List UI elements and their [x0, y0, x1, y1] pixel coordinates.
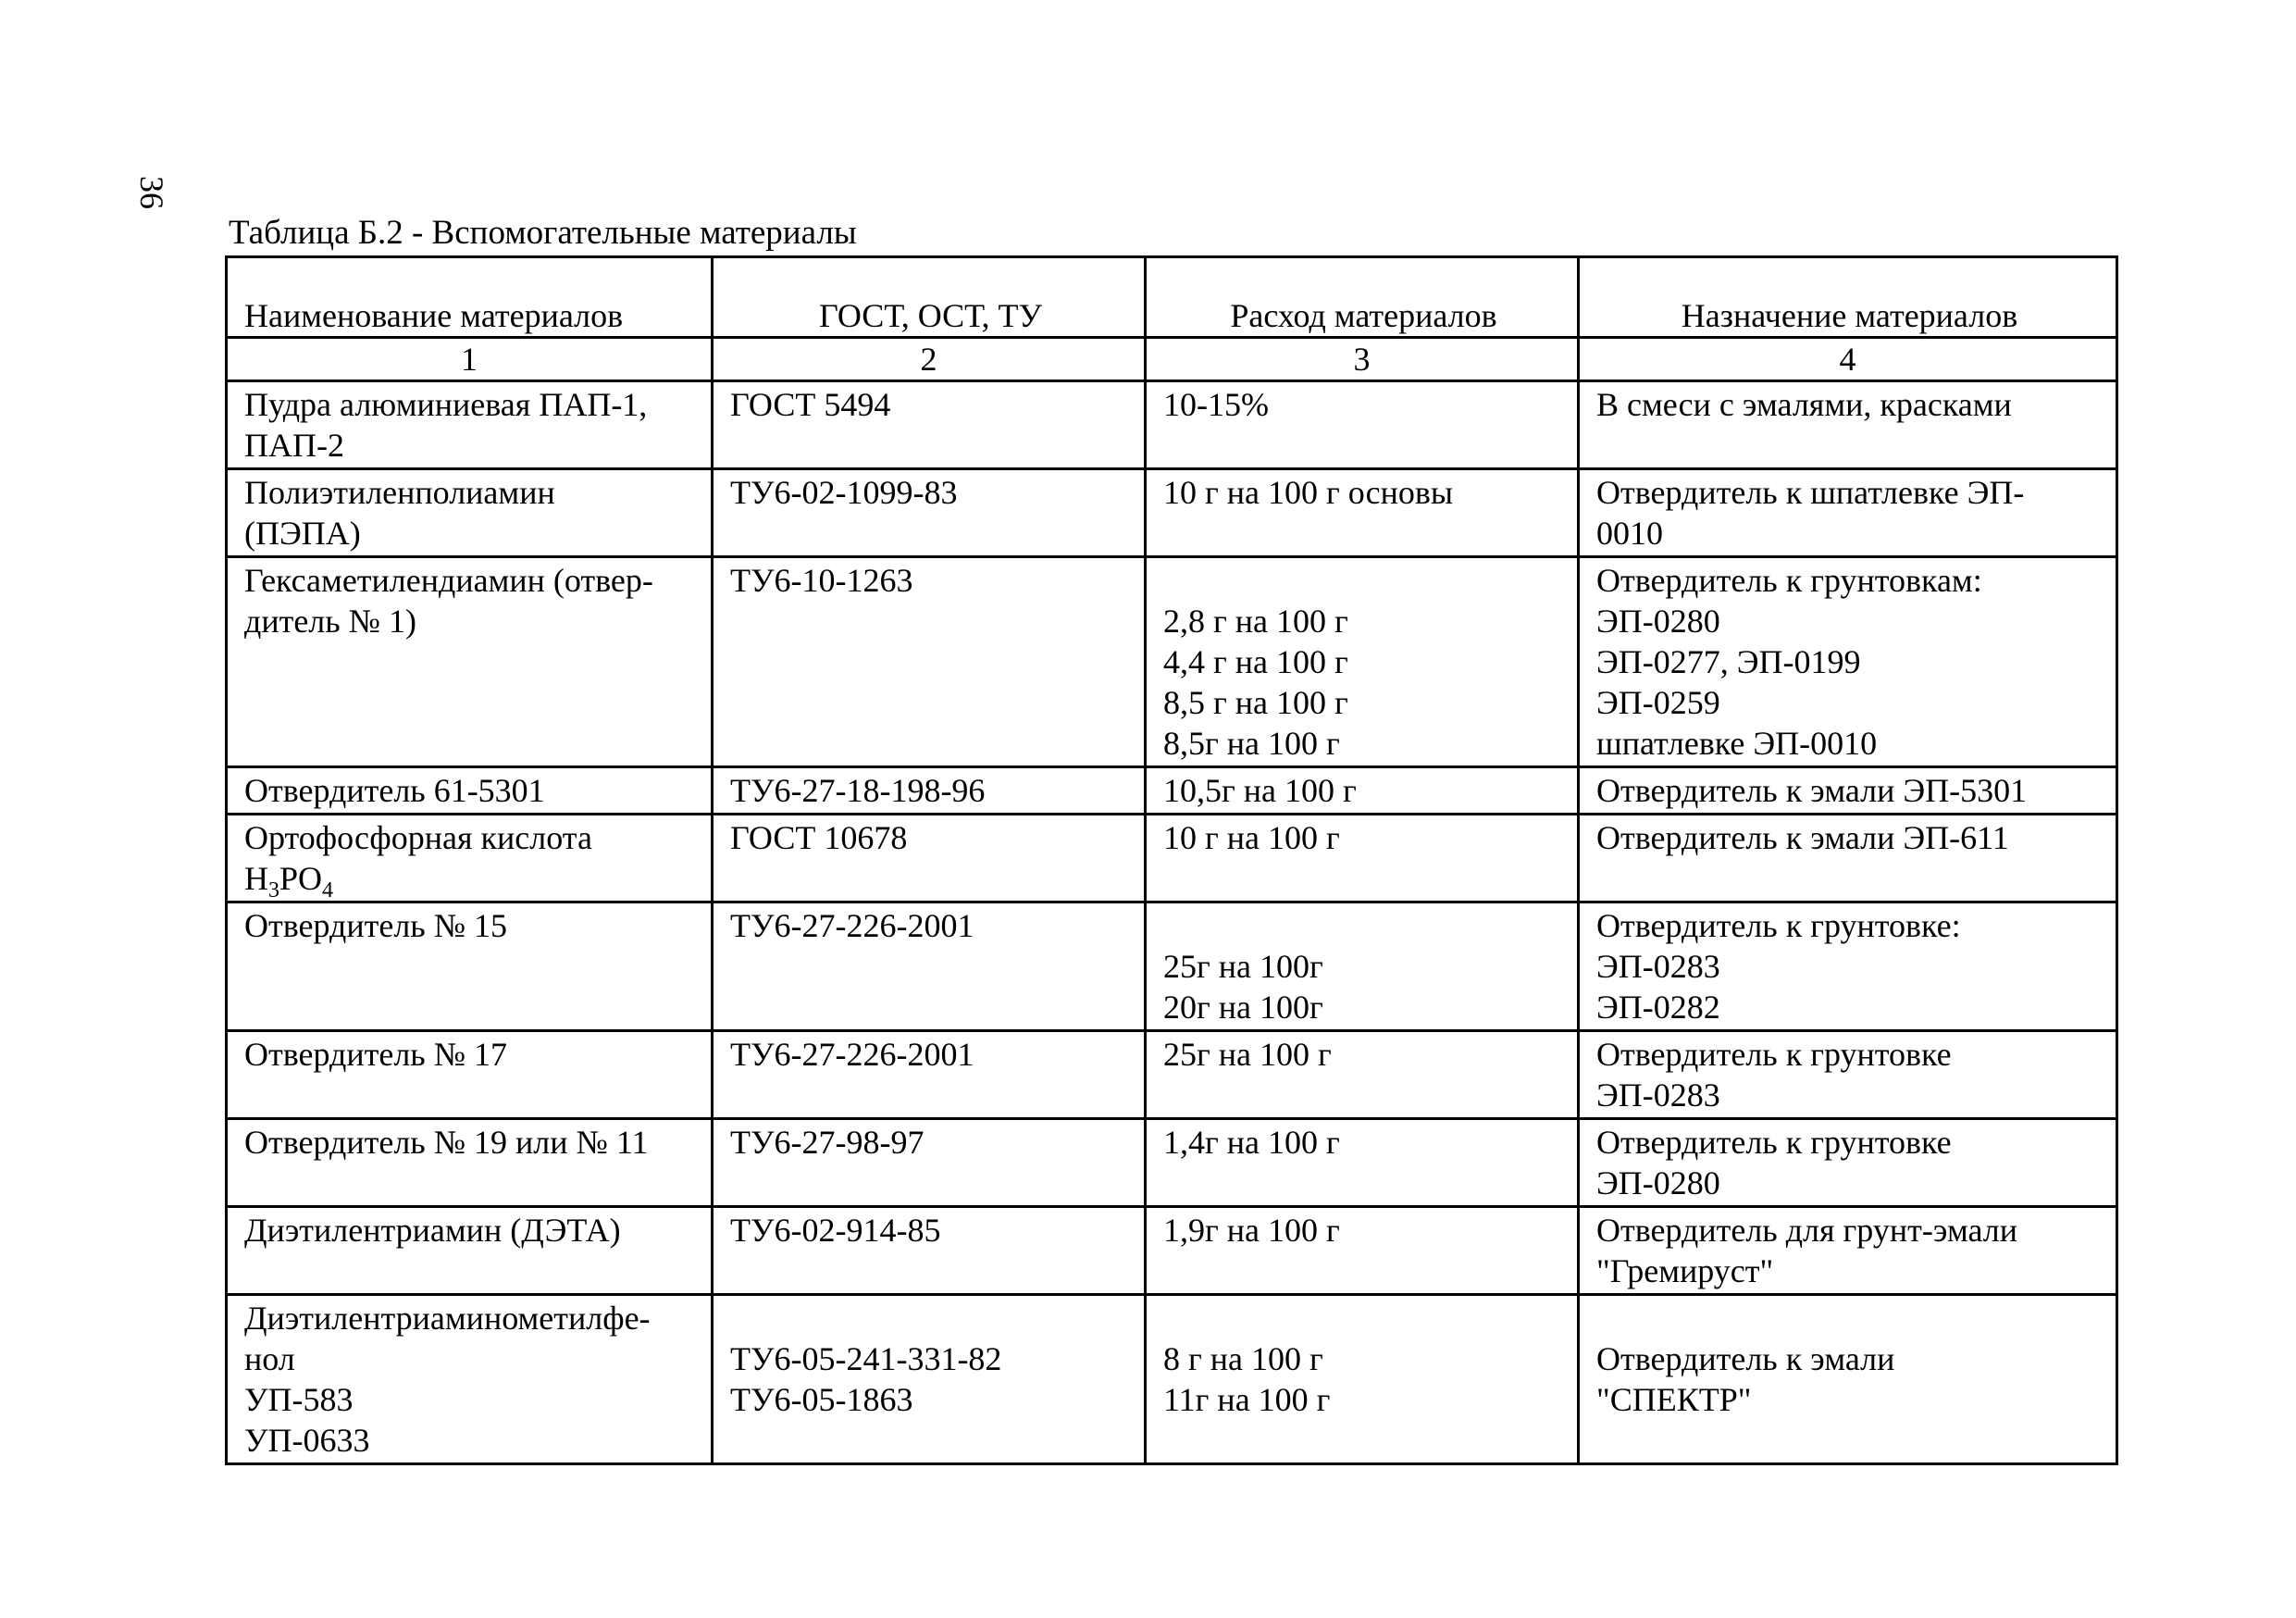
purpose-cell [1579, 1207, 2117, 1295]
standard-cell [713, 557, 1146, 767]
cell-line: ГОСТ 5494 [730, 386, 891, 423]
cell-line: ЭП-0282 [1596, 989, 1720, 1026]
cell-line: ТУ6-27-226-2001 [730, 907, 974, 944]
table-row [227, 469, 2117, 557]
material-name-cell [227, 557, 713, 767]
header-row [227, 257, 2117, 338]
purpose-cell [1579, 767, 2117, 815]
table-row [227, 1207, 2117, 1295]
cell-line: дитель № 1) [244, 603, 417, 640]
purpose-cell [1579, 815, 2117, 902]
cell-line: 10,5г на 100 г [1163, 772, 1357, 809]
purpose-cell [1579, 381, 2117, 469]
cell-line: 2,8 г на 100 г [1163, 603, 1348, 640]
cell-line: Диэтилентриамин (ДЭТА) [244, 1212, 621, 1249]
formula-part: 4 [322, 878, 334, 903]
column-number: 4 [1579, 338, 2117, 381]
cell-line: Отвердитель к эмали ЭП-611 [1596, 819, 2009, 856]
cell-line: Отвердитель к грунтовке [1596, 1124, 1952, 1161]
cell-line: ЭП-0283 [1596, 948, 1720, 985]
consumption-cell [1146, 1031, 1579, 1119]
cell-line: ГОСТ 10678 [730, 819, 908, 856]
blank-line [1163, 1298, 1564, 1338]
purpose-cell [1579, 1295, 2117, 1464]
cell-line: ПАП-2 [244, 427, 344, 464]
table-row [227, 767, 2117, 815]
standard-cell [713, 1119, 1146, 1207]
cell-line: 25г на 100 г [1163, 1036, 1332, 1073]
cell-line: 11г на 100 г [1163, 1381, 1331, 1418]
blank-line [1596, 1298, 2103, 1338]
consumption-cell [1146, 381, 1579, 469]
cell-line: Ортофосфорная кислота [244, 819, 592, 856]
cell-line: ТУ6-05-1863 [730, 1381, 913, 1418]
cell-line: ЭП-0280 [1596, 603, 1720, 640]
cell-line: ЭП-0280 [1596, 1164, 1720, 1201]
cell-line: 10 г на 100 г [1163, 819, 1340, 856]
column-number: 2 [713, 338, 1146, 381]
cell-line: 8,5 г на 100 г [1163, 684, 1348, 721]
cell-line: 10 г на 100 г основы [1163, 474, 1454, 511]
cell-line: 0010 [1596, 515, 1663, 552]
header-cell: Расход материалов [1146, 257, 1579, 338]
material-name-cell [227, 1031, 713, 1119]
material-name-cell [227, 469, 713, 557]
standard-cell [713, 902, 1146, 1031]
cell-line: ТУ6-05-241-331-82 [730, 1340, 1002, 1377]
cell-line: ЭП-0283 [1596, 1077, 1720, 1114]
consumption-cell [1146, 815, 1579, 902]
consumption-cell [1146, 469, 1579, 557]
blank-line [1163, 905, 1564, 946]
material-name-cell [227, 381, 713, 469]
column-number: 3 [1146, 338, 1579, 381]
cell-line: Отвердитель № 19 или № 11 [244, 1124, 649, 1161]
cell-line: нол [244, 1340, 295, 1377]
cell-line: Отвердитель к эмали ЭП-5301 [1596, 772, 2028, 809]
material-name-cell [227, 815, 713, 902]
purpose-cell [1579, 902, 2117, 1031]
table-row [227, 1119, 2117, 1207]
cell-line: Отвердитель 61-5301 [244, 772, 545, 809]
cell-line: 4,4 г на 100 г [1163, 643, 1348, 680]
page-number: 36 [133, 176, 170, 209]
cell-line: Пудра алюминиевая ПАП-1, [244, 386, 648, 423]
cell-line: Отвердитель № 17 [244, 1036, 508, 1073]
table-row [227, 1031, 2117, 1119]
cell-line: Отвердитель к грунтовке: [1596, 907, 1961, 944]
cell-line: ТУ6-27-226-2001 [730, 1036, 974, 1073]
cell-line: Отвердитель к шпатлевке ЭП- [1596, 474, 2025, 511]
table-row [227, 381, 2117, 469]
standard-cell [713, 381, 1146, 469]
standard-cell [713, 1207, 1146, 1295]
table-row [227, 1295, 2117, 1464]
cell-line: Отвердитель к грунтовкам: [1596, 562, 1982, 599]
consumption-cell [1146, 1295, 1579, 1464]
material-name-cell [227, 767, 713, 815]
cell-line: 1,4г на 100 г [1163, 1124, 1340, 1161]
cell-line: Отвердитель для грунт-эмали [1596, 1212, 2018, 1249]
cell-line: ТУ6-27-18-198-96 [730, 772, 986, 809]
consumption-cell [1146, 902, 1579, 1031]
header-cell: ГОСТ, ОСТ, ТУ [713, 257, 1146, 338]
formula-part: H [244, 860, 268, 897]
blank-line [730, 1298, 1131, 1338]
standard-cell [713, 815, 1146, 902]
cell-line: В смеси с эмалями, красками [1596, 386, 2012, 423]
cell-line: "Гремируст" [1596, 1252, 1774, 1289]
table-caption: Таблица Б.2 - Вспомогательные материалы [229, 214, 857, 252]
cell-line: 8 г на 100 г [1163, 1340, 1323, 1377]
material-name-cell [227, 1119, 713, 1207]
cell-line: ЭП-0277, ЭП-0199 [1596, 643, 1861, 680]
cell-line: Диэтилентриаминометилфе- [244, 1300, 651, 1337]
cell-line: УП-583 [244, 1381, 354, 1418]
purpose-cell [1579, 557, 2117, 767]
cell-line: (ПЭПА) [244, 515, 361, 552]
formula-part: PO [279, 860, 323, 897]
table-row [227, 902, 2117, 1031]
cell-line: Гексаметилендиамин (отвер- [244, 562, 653, 599]
cell-line: ТУ6-02-914-85 [730, 1212, 941, 1249]
cell-line: шпатлевке ЭП-0010 [1596, 725, 1878, 762]
cell-line: ТУ6-27-98-97 [730, 1124, 925, 1161]
cell-line: Отвердитель к грунтовке [1596, 1036, 1952, 1073]
consumption-cell [1146, 1207, 1579, 1295]
cell-line: 1,9г на 100 г [1163, 1212, 1340, 1249]
materials-table [225, 255, 2118, 1465]
consumption-cell [1146, 557, 1579, 767]
header-cell: Наименование материалов [227, 257, 713, 338]
standard-cell [713, 1031, 1146, 1119]
formula-part: 3 [268, 878, 279, 903]
purpose-cell [1579, 469, 2117, 557]
material-name-cell [227, 1207, 713, 1295]
purpose-cell [1579, 1031, 2117, 1119]
standard-cell [713, 1295, 1146, 1464]
standard-cell [713, 469, 1146, 557]
material-name-cell [227, 1295, 713, 1464]
cell-line: 8,5г на 100 г [1163, 725, 1340, 762]
cell-line: 25г на 100г [1163, 948, 1323, 985]
cell-line: Отвердитель № 15 [244, 907, 508, 944]
standard-cell [713, 767, 1146, 815]
blank-line [1163, 560, 1564, 601]
column-number-row [227, 338, 2117, 381]
cell-line: ЭП-0259 [1596, 684, 1720, 721]
cell-line: Отвердитель к эмали [1596, 1340, 1895, 1377]
table-row [227, 557, 2117, 767]
consumption-cell [1146, 767, 1579, 815]
cell-line: 10-15% [1163, 386, 1269, 423]
purpose-cell [1579, 1119, 2117, 1207]
consumption-cell [1146, 1119, 1579, 1207]
cell-line: ТУ6-02-1099-83 [730, 474, 958, 511]
material-name-cell [227, 902, 713, 1031]
cell-line: Полиэтиленполиамин [244, 474, 555, 511]
header-cell: Назначение материалов [1579, 257, 2117, 338]
chemical-formula [244, 858, 698, 903]
cell-line: "СПЕКТР" [1596, 1381, 1752, 1418]
cell-line: ТУ6-10-1263 [730, 562, 913, 599]
column-number: 1 [227, 338, 713, 381]
cell-line: 20г на 100г [1163, 989, 1323, 1026]
cell-line: УП-0633 [244, 1422, 370, 1459]
table-row [227, 815, 2117, 902]
